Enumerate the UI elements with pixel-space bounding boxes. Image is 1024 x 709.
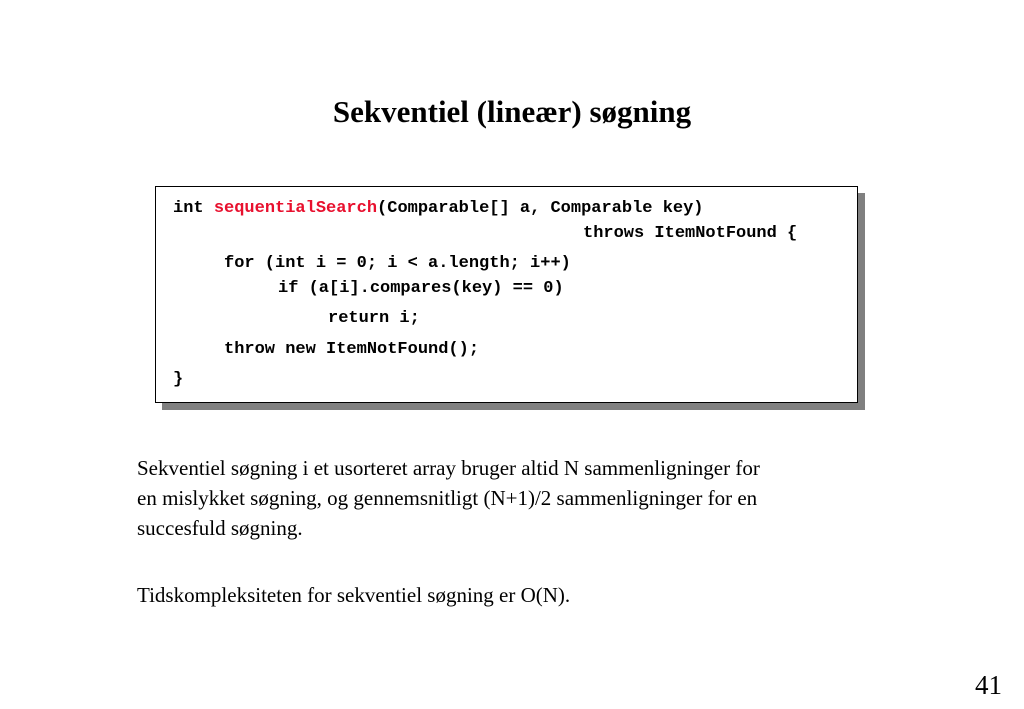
code-box <box>155 186 858 403</box>
paragraph-description <box>137 453 937 543</box>
paragraph-line: en mislykket søgning, og gennemsnitligt (N+1)/2 sammenligninger for en <box>137 486 758 510</box>
code-line-for-loop: for (int i = 0; i < a.length; i++) <box>224 254 571 273</box>
page-number: 41 <box>975 670 1002 700</box>
code-line-throw: throw new ItemNotFound(); <box>224 340 480 359</box>
code-method-name: sequentialSearch <box>213 199 378 218</box>
paragraph-line: succesfuld søgning. <box>137 516 303 540</box>
code-line-if: if (a[i].compares(key) == 0) <box>278 279 564 298</box>
paragraph-complexity: Tidskompleksiteten for sekventiel søgning er O(N). <box>137 583 571 607</box>
code-line-signature <box>173 199 704 219</box>
paragraph-line: Sekventiel søgning i et usorteret array bruger altid N sammenligninger for <box>137 456 760 480</box>
slide-title: Sekventiel (lineær) søgning <box>332 94 692 129</box>
code-line-closing-brace: } <box>173 370 184 389</box>
code-parameters: (Comparable[] a, Comparable key) <box>377 199 704 218</box>
code-line-throws: throws ItemNotFound { <box>583 224 798 243</box>
code-line-return: return i; <box>328 309 420 328</box>
code-keyword-int: int <box>173 199 214 218</box>
